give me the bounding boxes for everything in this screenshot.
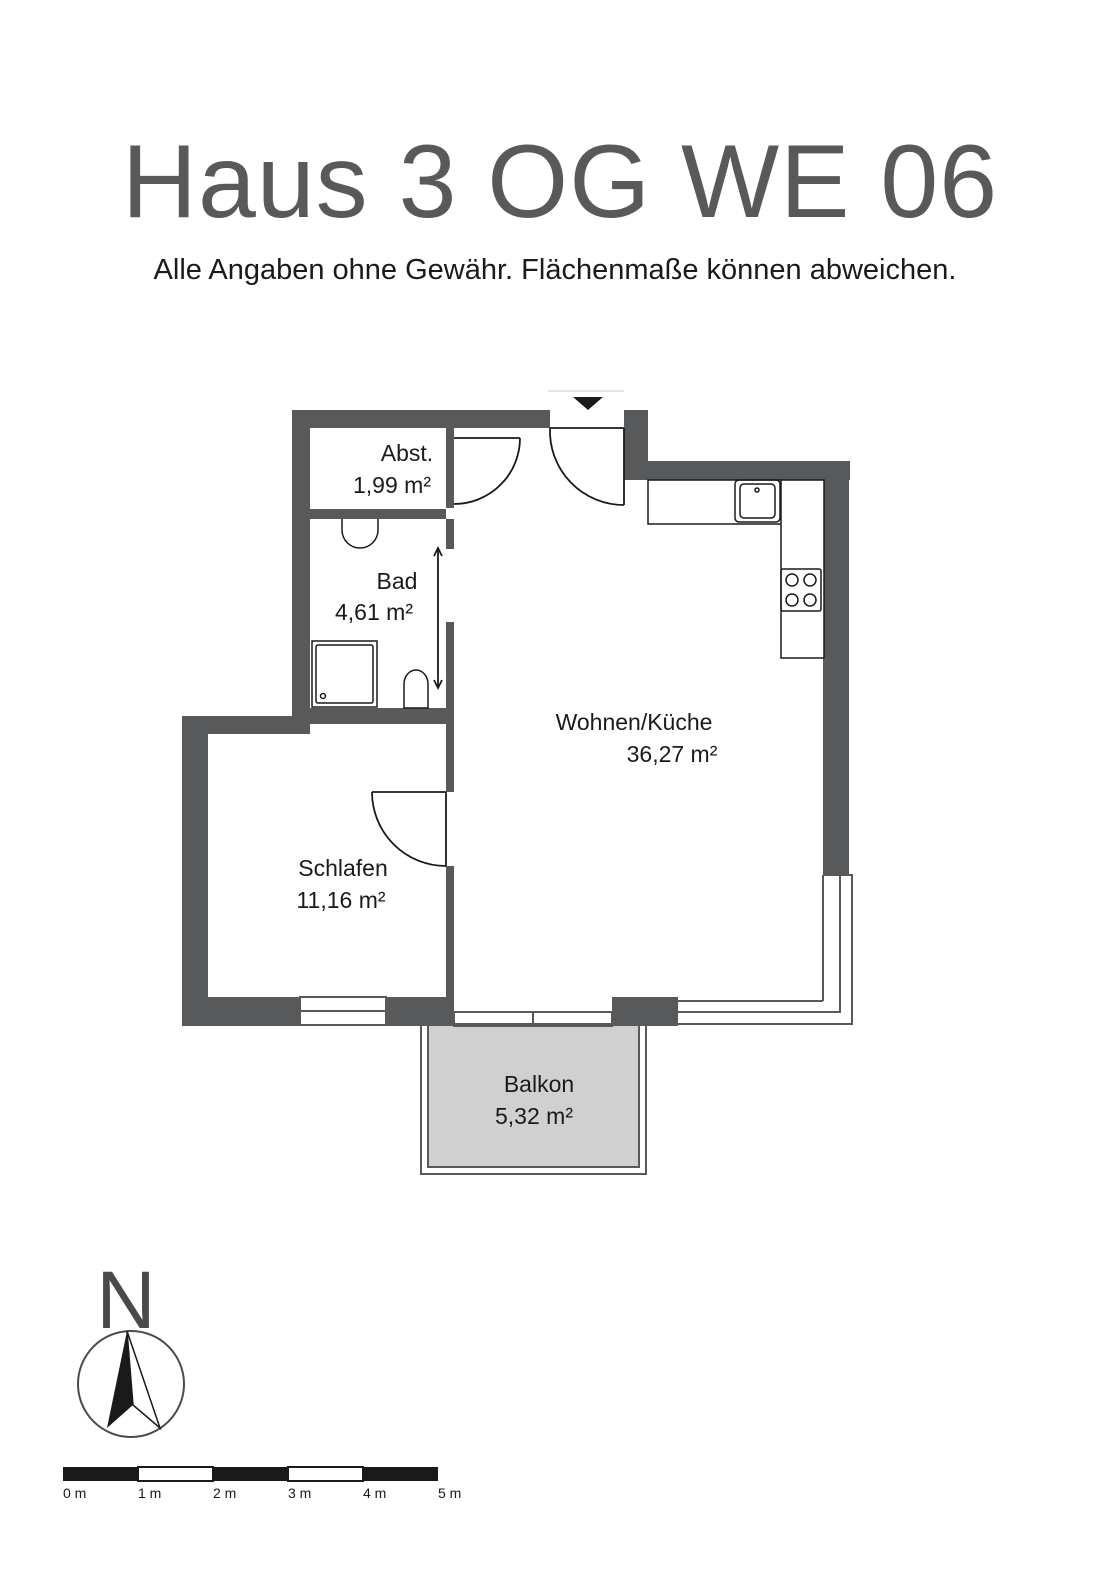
north-compass <box>78 1255 184 1437</box>
balcony <box>421 1024 646 1174</box>
scale-label: 3 m <box>288 1485 312 1501</box>
north-label: N <box>96 1255 156 1346</box>
shower-icon <box>312 641 377 707</box>
scale-bar <box>63 1467 461 1501</box>
room-area: 1,99 m² <box>353 472 431 498</box>
room-wohnen-kueche <box>556 709 718 767</box>
washbasin-icon <box>342 519 378 548</box>
room-name: Schlafen <box>298 855 388 881</box>
room-name: Wohnen/Küche <box>555 709 713 735</box>
room-schlafen <box>296 855 387 913</box>
room-area: 36,27 m² <box>626 741 718 767</box>
room-area: 11,16 m² <box>296 887 386 913</box>
room-name: Abst. <box>380 440 434 466</box>
scale-label: 4 m <box>363 1485 387 1501</box>
page-title: Haus 3 OG WE 06 <box>121 124 999 240</box>
disclaimer-text: Alle Angaben ohne Gewähr. Flächenmaße können abweichen. <box>153 254 957 286</box>
room-bad <box>335 568 417 625</box>
room-name: Bad <box>376 568 418 594</box>
room-name: Balkon <box>503 1071 575 1097</box>
scale-label: 0 m <box>63 1485 87 1501</box>
entrance-arrow-icon <box>573 397 603 410</box>
scale-label: 1 m <box>138 1485 162 1501</box>
room-area: 5,32 m² <box>495 1103 573 1129</box>
room-abst <box>353 440 433 498</box>
scale-label: 2 m <box>213 1485 237 1501</box>
toilet-icon <box>404 670 428 708</box>
scale-label: 5 m <box>438 1485 462 1501</box>
room-area: 4,61 m² <box>335 599 413 625</box>
